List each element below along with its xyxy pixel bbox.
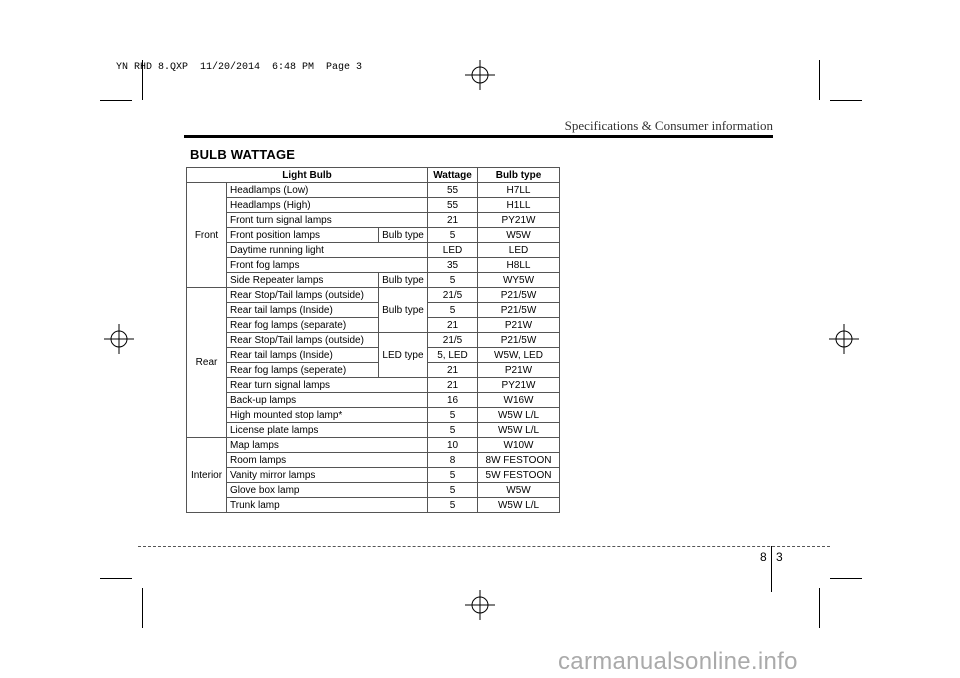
page-heading: BULB WATTAGE <box>190 147 296 162</box>
crop-mark <box>100 578 132 579</box>
crop-mark <box>142 588 143 628</box>
bulb-type: WY5W <box>478 273 560 288</box>
bulb-name: Rear fog lamps (seperate) <box>227 363 379 378</box>
bulb-type: PY21W <box>478 378 560 393</box>
bulb-name: Front position lamps <box>227 228 379 243</box>
watermark: carmanualsonline.info <box>558 648 798 675</box>
table-row <box>187 258 560 273</box>
table-row <box>187 423 560 438</box>
table-row <box>187 408 560 423</box>
bulb-type: P21W <box>478 318 560 333</box>
bulb-wattage: 5 <box>428 498 478 513</box>
table-row <box>187 318 560 333</box>
crop-mark <box>830 100 862 101</box>
page-number-separator <box>771 546 772 592</box>
table-row <box>187 348 560 363</box>
bulb-type: P21/5W <box>478 288 560 303</box>
bulb-name: Glove box lamp <box>227 483 428 498</box>
col-header-bulb-type: Bulb type <box>478 168 560 183</box>
bulb-type: P21W <box>478 363 560 378</box>
group-label-front: Front <box>187 183 227 288</box>
table-row <box>187 198 560 213</box>
bulb-wattage: 5 <box>428 468 478 483</box>
bulb-type: H7LL <box>478 183 560 198</box>
bulb-name: Map lamps <box>227 438 428 453</box>
registration-mark-icon <box>104 324 134 354</box>
bulb-name: Rear Stop/Tail lamps (outside) <box>227 333 379 348</box>
bulb-type: W5W, LED <box>478 348 560 363</box>
group-label-rear: Rear <box>187 288 227 438</box>
table-row <box>187 438 560 453</box>
group-label-interior: Interior <box>187 438 227 513</box>
print-slug: YN RHD 8.QXP 11/20/2014 6:48 PM Page 3 <box>116 62 363 73</box>
col-header-light-bulb: Light Bulb <box>187 168 428 183</box>
bulb-wattage-table <box>186 167 560 513</box>
bulb-wattage: 5 <box>428 228 478 243</box>
bulb-type: W5W <box>478 228 560 243</box>
section-title: Specifications & Consumer information <box>564 118 773 133</box>
bulb-name: Side Repeater lamps <box>227 273 379 288</box>
bulb-name: Rear tail lamps (Inside) <box>227 303 379 318</box>
bulb-wattage: 55 <box>428 183 478 198</box>
bulb-name: Rear Stop/Tail lamps (outside) <box>227 288 379 303</box>
header-rule <box>184 135 773 138</box>
crop-mark <box>819 588 820 628</box>
bulb-wattage: 8 <box>428 453 478 468</box>
footer-dashed-rule <box>138 546 830 547</box>
table-row <box>187 378 560 393</box>
bulb-type: W10W <box>478 438 560 453</box>
bulb-type: P21/5W <box>478 333 560 348</box>
bulb-name: Rear fog lamps (separate) <box>227 318 379 333</box>
bulb-name: Rear turn signal lamps <box>227 378 428 393</box>
bulb-name: Room lamps <box>227 453 428 468</box>
bulb-name: Daytime running light <box>227 243 428 258</box>
table-row <box>187 183 560 198</box>
registration-mark-icon <box>465 590 495 620</box>
page-number: 3 <box>776 550 783 564</box>
table-row <box>187 363 560 378</box>
crop-mark <box>819 60 820 100</box>
bulb-name: Headlamps (High) <box>227 198 428 213</box>
table-row <box>187 453 560 468</box>
bulb-name: License plate lamps <box>227 423 428 438</box>
bulb-wattage: 5, LED <box>428 348 478 363</box>
bulb-type: 8W FESTOON <box>478 453 560 468</box>
bulb-wattage: 5 <box>428 303 478 318</box>
bulb-wattage: 16 <box>428 393 478 408</box>
table-row <box>187 333 560 348</box>
table-row <box>187 468 560 483</box>
table-row <box>187 243 560 258</box>
table-row <box>187 483 560 498</box>
bulb-name: Front fog lamps <box>227 258 428 273</box>
bulb-wattage: 10 <box>428 438 478 453</box>
table-row <box>187 228 560 243</box>
bulb-name: Trunk lamp <box>227 498 428 513</box>
bulb-wattage: 35 <box>428 258 478 273</box>
bulb-wattage: 55 <box>428 198 478 213</box>
chapter-number: 8 <box>760 550 767 564</box>
bulb-wattage: 21 <box>428 318 478 333</box>
bulb-name: Back-up lamps <box>227 393 428 408</box>
bulb-name: Front turn signal lamps <box>227 213 428 228</box>
bulb-type: 5W FESTOON <box>478 468 560 483</box>
bulb-type: W5W <box>478 483 560 498</box>
registration-mark-icon <box>465 60 495 90</box>
bulb-wattage: 5 <box>428 408 478 423</box>
bulb-subtype: Bulb type <box>379 273 428 288</box>
bulb-wattage: 21 <box>428 378 478 393</box>
bulb-type: W16W <box>478 393 560 408</box>
bulb-name: Vanity mirror lamps <box>227 468 428 483</box>
bulb-wattage: 5 <box>428 273 478 288</box>
table-row <box>187 288 560 303</box>
table-row <box>187 498 560 513</box>
bulb-type: H8LL <box>478 258 560 273</box>
bulb-type: W5W L/L <box>478 408 560 423</box>
bulb-type: W5W L/L <box>478 423 560 438</box>
table-row <box>187 303 560 318</box>
registration-mark-icon <box>829 324 859 354</box>
bulb-type: PY21W <box>478 213 560 228</box>
bulb-name: High mounted stop lamp* <box>227 408 428 423</box>
table-header-row <box>187 168 560 183</box>
bulb-type: W5W L/L <box>478 498 560 513</box>
col-header-wattage: Wattage <box>428 168 478 183</box>
bulb-wattage: 21/5 <box>428 288 478 303</box>
crop-mark <box>100 100 132 101</box>
bulb-wattage: LED <box>428 243 478 258</box>
bulb-wattage: 21/5 <box>428 333 478 348</box>
table-row <box>187 213 560 228</box>
bulb-type: LED <box>478 243 560 258</box>
bulb-wattage: 5 <box>428 423 478 438</box>
table-row <box>187 273 560 288</box>
bulb-name: Rear tail lamps (Inside) <box>227 348 379 363</box>
bulb-subtype: Bulb type <box>379 288 428 333</box>
table-row <box>187 393 560 408</box>
bulb-wattage: 5 <box>428 483 478 498</box>
bulb-type: P21/5W <box>478 303 560 318</box>
bulb-subtype: Bulb type <box>379 228 428 243</box>
bulb-wattage: 21 <box>428 213 478 228</box>
bulb-name: Headlamps (Low) <box>227 183 428 198</box>
bulb-type: H1LL <box>478 198 560 213</box>
crop-mark <box>830 578 862 579</box>
bulb-wattage: 21 <box>428 363 478 378</box>
bulb-subtype: LED type <box>379 333 428 378</box>
